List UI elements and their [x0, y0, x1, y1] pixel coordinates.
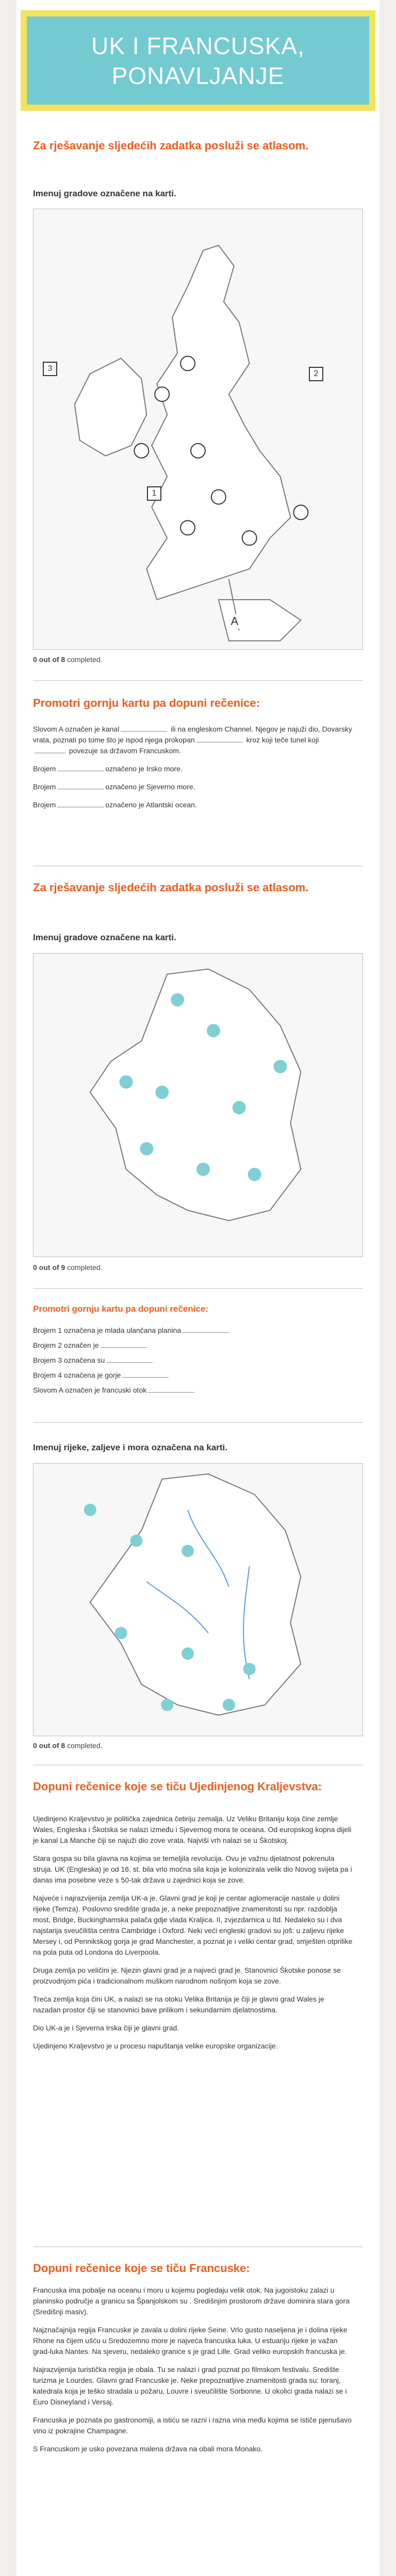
blank-input[interactable]: [122, 1370, 169, 1378]
paragraph: Ujedinjeno Kraljevstvo je politička zajednica četiriju zemalja. Uz Veliku Britaniju koja čine zemlje Wales, Engleska i Škotska se nalazi između i Sjevernog mora te oceana. Od europskog kopna dijeli je kanal La Manche čiji se najuži dio zove vrata. Najviši vrh nalazi se u Škotskoj.: [33, 1815, 352, 1844]
paragraph: Najrazvijenija turistička regija je obala. Tu se nalazi i grad poznat po filmskom festivalu. Središte turizma je Lourdes. Glavni grad Francuske je. Neke prepoznatljive znamenitosti grada su: toranj, katedrala koja je teško stradala u požaru, Louvre i sveučilište Sorbonne. U okolici grada nalazi se i Euro Disneyland i Versaj.: [33, 2365, 347, 2406]
section-divider: [33, 1422, 363, 1423]
blank-input[interactable]: [57, 800, 104, 807]
title-banner: [21, 10, 375, 111]
sentence-part: državom Francuskom.: [109, 747, 181, 755]
sentence-part: Slovom A označen je kanal: [33, 725, 120, 733]
paragraph: Dio UK-a je i Sjeverna Irska čiji je glavni grad.: [33, 2024, 179, 2032]
progress-count: 0 out of 9: [33, 1263, 65, 1272]
paragraph: Najveće i najrazvijenija zemlja UK-a je. Glavni grad je koji je centar aglomeracije nastale u dolini rijeke (Temza). Poslovno središte grada je, a neke prepoznatljive znamenitosti su npr. razdoblja most, Bridge, Buckinghamska palača gdje vlada Kraljica. II, zvjezdarnica u Itd. Nedaleko su i dva najstarija sveučilišta centra Cambridge i Oxford. Neki veći engleski gradovi su još: u zaljevu rijeke Mersey i, od Pennikskog gorja je grad Manchester, a poznat je i veliki centar grad, smješten otprilike na pola puta od Londona do Liverpoola.: [33, 1894, 353, 1956]
blank-input[interactable]: [196, 735, 243, 742]
section-heading-atlas-2: Za rješavanje sljedećih zadatka posluži se atlasom.: [33, 881, 309, 894]
fill-in-text-france: [33, 2285, 353, 2462]
rivers-map-drawing: [34, 1464, 362, 1736]
sentence-part: je najuži dio, Dovarsky vrata, poznati po tome što je ispod njega prokopan: [33, 725, 352, 744]
page-title: [91, 31, 305, 91]
uk-map-drawing: [34, 209, 362, 649]
blank-input[interactable]: [57, 764, 104, 771]
section-heading-fill-uk-map: Promotri gornju kartu pa dopuni rečenice:: [33, 697, 260, 709]
map-label-box: 2: [309, 367, 323, 381]
sentence-part: kroz koji teče tunel koji: [246, 736, 319, 744]
title-line-1: UK I FRANCUSKA,: [91, 32, 305, 59]
sentence-part: označeno je Irsko more.: [105, 765, 183, 773]
section-divider: [33, 866, 363, 867]
section-divider: [33, 2246, 363, 2247]
fill-in-text-uk-map: [33, 724, 353, 818]
sentence-part: označeno je Atlantski ocean.: [105, 801, 197, 809]
sentence-part: Brojem 2 označen je: [33, 1341, 99, 1349]
progress-suffix: completed.: [65, 1741, 103, 1750]
sentence-part: Brojem: [33, 765, 56, 773]
quiz-progress: [33, 1263, 103, 1272]
sentence-part: Slovom A označen je francuski otok: [33, 1386, 147, 1394]
section-heading-atlas-1: Za rješavanje sljedećih zadatka posluži se atlasom.: [33, 139, 309, 152]
progress-suffix: completed.: [65, 1263, 103, 1272]
paragraph: Ujedinjeno Kraljevstvo je u procesu napuštanja velike europske organizacije.: [33, 2042, 278, 2050]
blank-input[interactable]: [35, 746, 65, 753]
paragraph: Stara gospa su bila glavna na kojima se temeljila revolucija. Ovu je važnu djelatnost pokrenula struja. UK (Engleska) je od 16. st. bila vrlo moćna sila koja je kolonizirala velik dio Novog svijeta pa i danas ima posebne veze s 50-tak država u zajednici koja se zove.: [33, 1854, 352, 1884]
quiz-progress: [33, 655, 103, 664]
blank-input[interactable]: [183, 1326, 229, 1333]
blank-input[interactable]: [106, 1355, 153, 1363]
progress-count: 0 out of 8: [33, 1741, 65, 1750]
paragraph: Francuska ima pobalje na oceanu i moru u kojemu pogledaju velik otok. Na jugoistoku zalazi u planinsko područje a granicu sa Španjolskom su . Središnjim prostorom države dominira stara gora (Središnji masiv).: [33, 2286, 350, 2316]
section-divider: [33, 680, 363, 681]
sentence-part: Brojem 1 označena je mlada ulančana planina: [33, 1326, 182, 1334]
sentence-part: Brojem 4 označena je gorje: [33, 1371, 121, 1379]
map-label-box: 3: [43, 362, 57, 376]
section-heading-fill-france-map: Promotri gornju kartu pa dopuni rečenice:: [33, 1304, 209, 1314]
sentence-part: Brojem: [33, 801, 56, 809]
section-divider: [33, 1765, 363, 1766]
progress-suffix: completed.: [65, 655, 103, 664]
paragraph: Francuska je poznata po gastronomiji, a istiću se razni i razna vina među kojima se ističe pjenušavo vino iz pokrajine Champagne.: [33, 2416, 352, 2435]
blank-input[interactable]: [57, 782, 104, 789]
blank-input[interactable]: [121, 724, 167, 732]
sentence-part: Brojem 3 označena su: [33, 1356, 105, 1364]
sentence-part: ili na engleskom Channel. Njegov: [171, 725, 278, 733]
sentence-part: Brojem: [33, 783, 56, 791]
blank-input[interactable]: [101, 1341, 147, 1348]
quiz-title-cities-france: Imenuj gradove označene na karti.: [33, 933, 176, 942]
sentence-part: označeno je Sjeverno more.: [105, 783, 195, 791]
paragraph: Druga zemlja po veličini je. Njezin glavni grad je a najveći grad je. Stanovnici Škotske ponose se proizvodnjom pića i tradicionalnom muškom narodnom nošnjom koja se zove.: [33, 1966, 341, 1985]
paragraph: S Francuskom je usko povezana malena država na obali mora Monako.: [33, 2445, 263, 2453]
title-line-2: PONAVLJANJE: [111, 62, 285, 89]
section-heading-uk-sentences: Dopuni rečenice koje se tiču Ujedinjenog Kraljevstva:: [33, 1780, 322, 1793]
quiz-title-rivers: Imenuj rijeke, zaljeve i mora označena na karti.: [33, 1443, 227, 1452]
blank-input[interactable]: [148, 1385, 194, 1393]
quiz-title-cities-uk: Imenuj gradove označene na karti.: [33, 189, 176, 198]
progress-count: 0 out of 8: [33, 655, 65, 664]
section-divider: [33, 1288, 363, 1289]
map-label-letter: A: [227, 614, 242, 629]
fill-in-text-france-map: [33, 1324, 353, 1399]
map-label-box: 1: [147, 486, 161, 501]
section-heading-france-sentences: Dopuni rečenice koje se tiču Francuske:: [33, 2262, 250, 2275]
paragraph: Treća zemlja koja čini UK, a nalazi se na otoku Velika Britanija je čiji je glavni grad Wales je nazadan prostor čiji se stanovnici bave prilikom i sekundarnim djelatnostima.: [33, 1995, 324, 2014]
quiz-progress: [33, 1741, 103, 1750]
map-france-rivers[interactable]: [33, 1463, 363, 1736]
map-uk-cities[interactable]: [33, 209, 363, 650]
paragraph: Najznačajnija regija Francuske je zavala u dolini rijeke Seine. Vrlo gusto naseljena je i dolina rijeke Rhone na čijem ušću u Sredozemno more je najveća francuska luka. U estuariju rijeke je važan grad-luka Nantes. Na sjeveru, nedaleko granice s je grad Lille. Grad veliko europskih francuska je.: [33, 2326, 348, 2355]
france-map-drawing: [34, 954, 362, 1257]
fill-in-text-uk: [33, 1814, 353, 2059]
map-france-cities[interactable]: [33, 953, 363, 1257]
sentence-part: povezuje sa: [69, 747, 108, 755]
